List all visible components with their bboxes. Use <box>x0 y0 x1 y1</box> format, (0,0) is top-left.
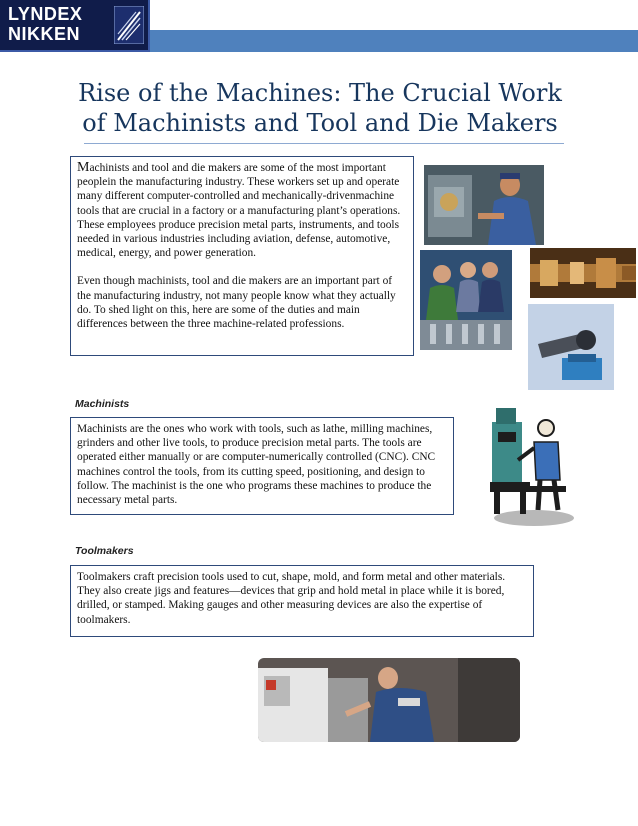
machinists-text-box <box>70 417 454 515</box>
title-divider <box>84 143 564 144</box>
toolmakers-heading: Toolmakers <box>75 545 134 557</box>
logo-swoosh-icon <box>114 6 144 44</box>
machinists-heading: Machinists <box>75 398 130 410</box>
logo-line-2: NIKKEN <box>8 24 81 44</box>
title-line-1: Rise of the Machines: The Crucial Work <box>78 79 562 107</box>
title-line-2: of Machinists and Tool and Die Makers <box>82 109 558 137</box>
machinist-photo <box>424 165 544 245</box>
tool-holder-photo <box>528 304 614 390</box>
workers-group-photo <box>420 250 512 350</box>
lathe-closeup-photo <box>530 248 636 298</box>
page-title <box>70 78 570 138</box>
toolmakers-paragraph: Toolmakers craft precision tools used to cut, shape, mold, and form metal and other materials. They also create jigs and features—devices that grip and hold metal in place while it is bored, drilled, or stamped. Making gauges and other measuring devices are also the expertise of toolmakers. <box>77 571 506 626</box>
intro-paragraph-1: Machinists and tool and die makers are some of the most important peoplein the manufacturing industry. These workers set up and operate many different computer-controlled and mechanically-drivenmachine tools that are crucial in a factory or a manufacturing plant’s operations. These employees produce precision metal parts, instruments, and tools needed in various industries including aviation, defense, automotive, medical, energy, and power generation. <box>77 160 401 260</box>
logo-line-1: LYNDEX <box>8 4 83 24</box>
company-logo[interactable] <box>0 0 150 52</box>
header-banner <box>150 30 638 52</box>
intro-paragraph-2: Even though machinists, tool and die makers are an important part of the manufacturing industry, not many people know what they actually do. To shed light on this, here are some of the duties and main differences between the three machine-related professions. <box>77 275 396 331</box>
toolmakers-text-box <box>70 565 534 637</box>
machinist-clipart <box>488 402 574 528</box>
intro-text-box <box>70 156 414 356</box>
toolmaker-photo <box>258 658 520 742</box>
machinists-paragraph: Machinists are the ones who work with tools, such as lathe, milling machines, grinders and other live tools, to produce precision metal parts. The tools are operated either manually or are computer-numerically controlled (CNC). CNC machines control the tools, from its cutting speed, positioning, and design to follow. The machinist is the one who programs these machines to produce the necessary metal parts. <box>77 423 436 507</box>
